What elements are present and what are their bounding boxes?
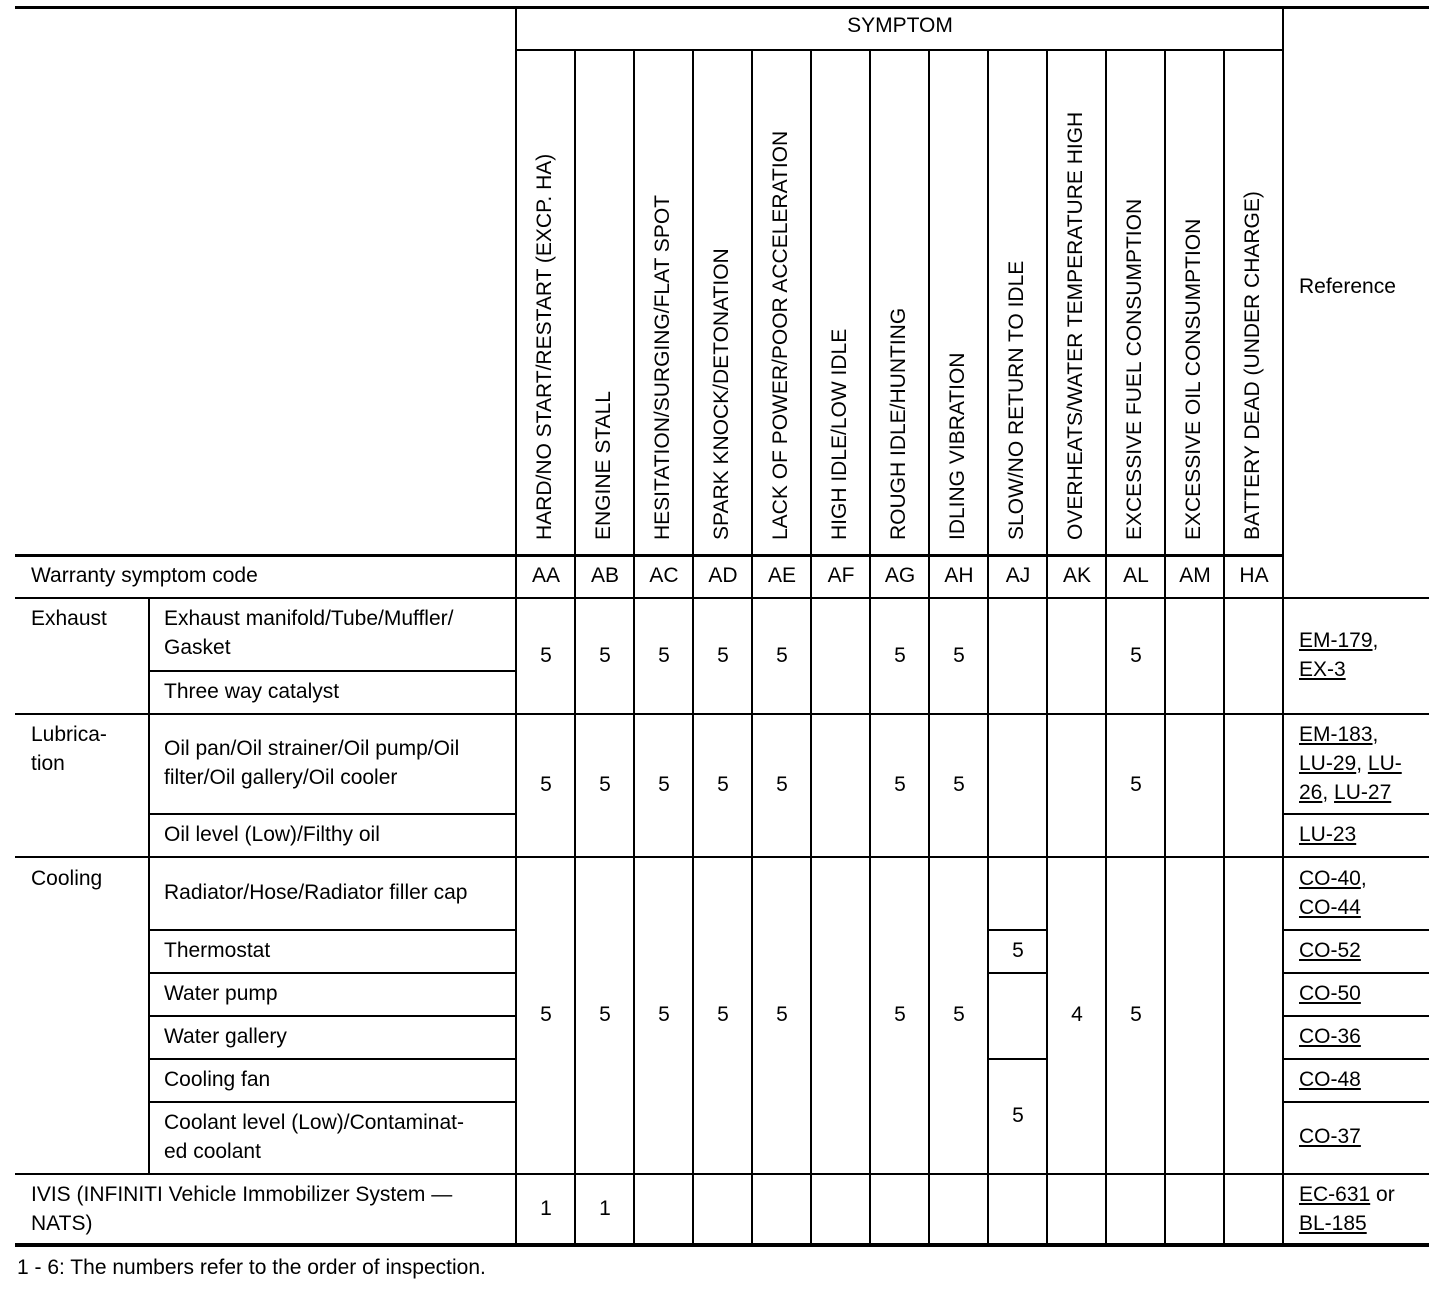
- cooling-rule-1: [148, 929, 517, 931]
- ref-link-em-183[interactable]: EM-183: [1299, 723, 1373, 746]
- ivis-references-2: [1299, 1209, 1367, 1238]
- lube-value-ae: 5: [776, 773, 788, 796]
- table-top-rule: [15, 6, 1429, 9]
- cooling-references-6: [1299, 1065, 1361, 1094]
- symptom-label-ag: ROUGH IDLE/HUNTING: [887, 307, 910, 540]
- symptom-label-ad: SPARK KNOCK/DETONATION: [710, 248, 733, 540]
- symptom-label-am: EXCESSIVE OIL CONSUMPTION: [1182, 218, 1205, 540]
- item-coolant-level: Coolant level (Low)/Contaminat-: [164, 1111, 464, 1134]
- group-label-exhaust: Exhaust: [31, 607, 107, 630]
- group-col-rule: [148, 597, 150, 1175]
- ref-col-rule: [1282, 7, 1284, 1245]
- symptom-title-rule: [516, 49, 1283, 51]
- symptom-label-aa: HARD/NO START/RESTART (EXCP. HA): [533, 153, 556, 540]
- cooling-value-ag: 5: [894, 1003, 906, 1026]
- ref-separator: ,: [1372, 629, 1379, 652]
- item-water-gallery: Water gallery: [164, 1025, 287, 1048]
- exhaust-value-ae: 5: [776, 644, 788, 667]
- code-al: AL: [1123, 564, 1149, 587]
- group-label-cooling: Cooling: [31, 867, 103, 890]
- lube-references-2: [1299, 749, 1402, 778]
- exhaust-value-al: 5: [1130, 644, 1142, 667]
- item-radiator: Radiator/Hose/Radiator filler cap: [164, 881, 468, 904]
- symptom-label-ab: ENGINE STALL: [592, 391, 615, 540]
- col-rule-ak: [1046, 49, 1048, 1245]
- ref-link-co-48[interactable]: CO-48: [1299, 1068, 1361, 1091]
- exhaust-value-ad: 5: [717, 644, 729, 667]
- code-ag: AG: [884, 564, 916, 587]
- cooling-value-al: 5: [1130, 1003, 1142, 1026]
- lube-bottom-rule: [15, 856, 1429, 858]
- cooling-rule-5-ref: [1283, 1101, 1429, 1103]
- cooling-references-5: [1299, 1022, 1361, 1051]
- symptom-label-ac: HESITATION/SURGING/FLAT SPOT: [651, 195, 674, 540]
- ref-link-em-179[interactable]: EM-179: [1299, 629, 1373, 652]
- exhaust-inner-rule: [148, 670, 517, 672]
- ivis-value-aa: 1: [540, 1197, 552, 1220]
- ref-link-lu-26-cont[interactable]: 26: [1299, 781, 1323, 804]
- warranty-bottom-rule: [15, 597, 1429, 599]
- cooling-rule-2: [148, 972, 517, 974]
- symptom-label-ae: LACK OF POWER/POOR ACCELERATION: [769, 130, 792, 540]
- cooling-value-aj-fan-coolant: 5: [1012, 1104, 1024, 1127]
- cooling-rule-3: [148, 1015, 517, 1017]
- group-label-ivis: IVIS (INFINITI Vehicle Immobilizer System —: [31, 1183, 453, 1206]
- item-exhaust-manifold: Exhaust manifold/Tube/Muffler/: [164, 607, 454, 630]
- item-three-way-catalyst: Three way catalyst: [164, 680, 340, 703]
- ref-link-co-50[interactable]: CO-50: [1299, 982, 1361, 1005]
- warranty-label: Warranty symptom code: [31, 564, 258, 587]
- ref-link-lu-26[interactable]: LU-: [1367, 752, 1402, 775]
- item-oil-pan-cont: filter/Oil gallery/Oil cooler: [164, 766, 398, 789]
- exhaust-value-ag: 5: [894, 644, 906, 667]
- ivis-references: [1299, 1180, 1395, 1209]
- ref-link-ec-631[interactable]: EC-631: [1299, 1183, 1371, 1206]
- cooling-rule-5: [148, 1101, 517, 1103]
- code-ac: AC: [649, 564, 679, 587]
- lube-references-3: [1299, 778, 1391, 807]
- code-ab: AB: [590, 564, 619, 587]
- code-ae: AE: [767, 564, 796, 587]
- ref-link-co-36[interactable]: CO-36: [1299, 1025, 1361, 1048]
- cooling-value-aj-thermostat: 5: [1012, 939, 1024, 962]
- symptom-label-ah: IDLING VIBRATION: [946, 352, 969, 540]
- ref-separator: ,: [1322, 781, 1329, 804]
- cooling-references-4: [1299, 979, 1361, 1008]
- cooling-rule-4-aj: [988, 1058, 1048, 1060]
- ref-separator: ,: [1360, 867, 1367, 890]
- exhaust-value-aa: 5: [540, 644, 552, 667]
- exhaust-value-ah: 5: [953, 644, 965, 667]
- ref-link-ex-3[interactable]: EX-3: [1299, 658, 1346, 681]
- cooling-rule-1-ref: [1283, 929, 1429, 931]
- exhaust-bottom-rule: [15, 713, 1429, 715]
- cooling-rule-4-ref: [1283, 1058, 1429, 1060]
- code-af: AF: [827, 564, 855, 587]
- ref-link-lu-27[interactable]: LU-27: [1334, 781, 1392, 804]
- lube-value-al: 5: [1130, 773, 1142, 796]
- symptom-label-al: EXCESSIVE FUEL CONSUMPTION: [1123, 198, 1146, 540]
- footnote: 1 - 6: The numbers refer to the order of inspection.: [17, 1256, 486, 1279]
- lube-value-aa: 5: [540, 773, 552, 796]
- cooling-value-ak: 4: [1071, 1003, 1083, 1026]
- lube-value-ag: 5: [894, 773, 906, 796]
- item-coolant-level-cont: ed coolant: [164, 1140, 261, 1163]
- code-aj: AJ: [1005, 564, 1031, 587]
- cooling-value-ac: 5: [658, 1003, 670, 1026]
- ref-separator: ,: [1356, 752, 1363, 775]
- ivis-value-ab: 1: [599, 1197, 611, 1220]
- cooling-value-aa: 5: [540, 1003, 552, 1026]
- item-exhaust-manifold-cont: Gasket: [164, 636, 231, 659]
- code-ak: AK: [1062, 564, 1091, 587]
- cooling-value-ad: 5: [717, 1003, 729, 1026]
- ref-link-co-52[interactable]: CO-52: [1299, 939, 1361, 962]
- group-label-ivis-cont: NATS): [31, 1212, 93, 1235]
- ref-link-lu-29[interactable]: LU-29: [1299, 752, 1357, 775]
- lube-value-ac: 5: [658, 773, 670, 796]
- code-aa: AA: [531, 564, 560, 587]
- code-ha: HA: [1239, 564, 1269, 587]
- cooling-references-2: [1299, 893, 1361, 922]
- lube-inner-rule: [148, 813, 517, 815]
- symptom-label-af: HIGH IDLE/LOW IDLE: [828, 328, 851, 540]
- exhaust-references: [1299, 626, 1378, 655]
- exhaust-value-ac: 5: [658, 644, 670, 667]
- ref-link-bl-185[interactable]: BL-185: [1299, 1212, 1367, 1235]
- ref-link-co-40[interactable]: CO-40: [1299, 867, 1361, 890]
- item-water-pump: Water pump: [164, 982, 278, 1005]
- lube-references-4: [1299, 820, 1356, 849]
- lube-references: [1299, 720, 1378, 749]
- symptom-label-ha: BATTERY DEAD (UNDER CHARGE): [1241, 191, 1264, 540]
- item-cooling-fan: Cooling fan: [164, 1068, 271, 1091]
- code-ah: AH: [944, 564, 974, 587]
- group-label-lubrication-cont: tion: [31, 752, 65, 775]
- cooling-references-7: [1299, 1122, 1361, 1151]
- group-label-lubrication: Lubrica-: [31, 723, 107, 746]
- cooling-bottom-rule: [15, 1173, 1429, 1175]
- cooling-value-ae: 5: [776, 1003, 788, 1026]
- symptom-label-ak: OVERHEATS/WATER TEMPERATURE HIGH: [1064, 111, 1087, 540]
- cooling-references-3: [1299, 936, 1361, 965]
- cooling-rule-2-ref: [1283, 972, 1429, 974]
- cooling-value-ah: 5: [953, 1003, 965, 1026]
- ref-link-co-44[interactable]: CO-44: [1299, 896, 1361, 919]
- cooling-rule-3-ref: [1283, 1015, 1429, 1017]
- ref-separator: ,: [1372, 723, 1379, 746]
- cooling-rule-1-aj: [988, 929, 1048, 931]
- code-am: AM: [1179, 564, 1211, 587]
- exhaust-value-ab: 5: [599, 644, 611, 667]
- cooling-rule-4: [148, 1058, 517, 1060]
- ref-link-co-37[interactable]: CO-37: [1299, 1125, 1361, 1148]
- cooling-rule-2-aj: [988, 972, 1048, 974]
- header-bottom-rule: [15, 554, 1283, 557]
- item-oil-level: Oil level (Low)/Filthy oil: [164, 823, 380, 846]
- lube-value-ah: 5: [953, 773, 965, 796]
- lube-ref-rule: [1283, 813, 1429, 815]
- lube-value-ab: 5: [599, 773, 611, 796]
- symptom-label-aj: SLOW/NO RETURN TO IDLE: [1005, 260, 1028, 540]
- cooling-value-ab: 5: [599, 1003, 611, 1026]
- ref-separator: or: [1370, 1183, 1395, 1206]
- reference-header: Reference: [1299, 275, 1396, 298]
- exhaust-references-2: [1299, 655, 1346, 684]
- item-col-rule: [515, 7, 517, 1245]
- cooling-references: [1299, 864, 1367, 893]
- code-ad: AD: [708, 564, 738, 587]
- table-bottom-rule: [15, 1243, 1429, 1247]
- col-rule-ha: [1223, 49, 1225, 1245]
- symptom-title: SYMPTOM: [847, 14, 953, 37]
- lube-value-ad: 5: [717, 773, 729, 796]
- ref-link-lu-23[interactable]: LU-23: [1299, 823, 1357, 846]
- item-oil-pan: Oil pan/Oil strainer/Oil pump/Oil: [164, 737, 460, 760]
- item-thermostat: Thermostat: [164, 939, 271, 962]
